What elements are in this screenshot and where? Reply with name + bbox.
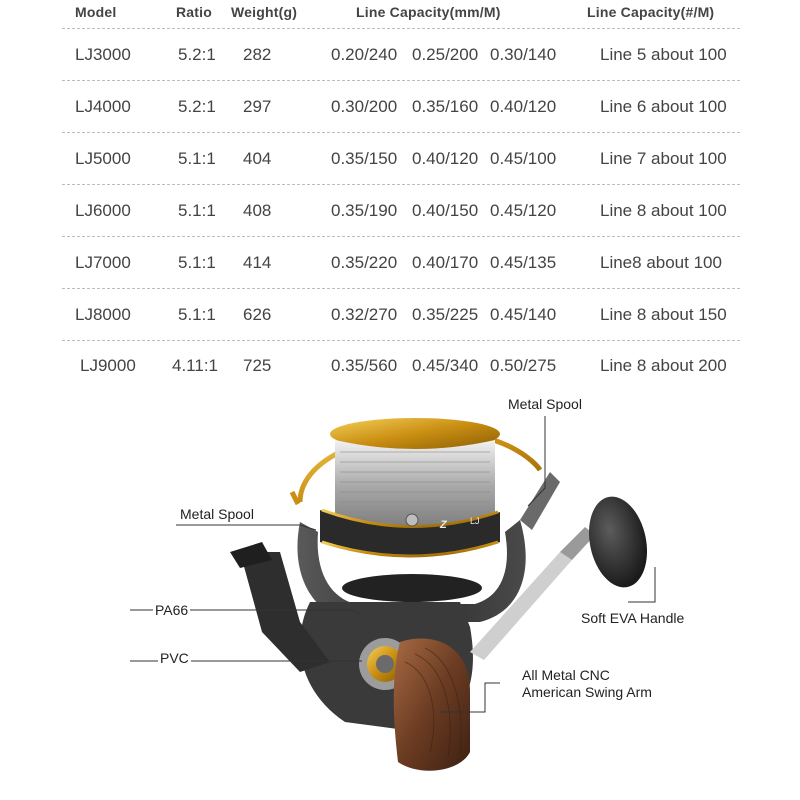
cell-capacity-3: 0.45/120 [490,201,557,220]
cell-model: LJ4000 [75,97,131,116]
cell-capacity-1: 0.35/560 [331,356,398,375]
callout-swing-arm-line1: All Metal CNC [522,667,610,683]
gear-cap-center [376,655,394,673]
cell-ratio: 4.11:1 [172,356,219,375]
cell-line-capacity-hash: Line 5 about 100 [600,45,727,64]
cell-capacity-3: 0.45/135 [490,253,557,272]
cell-capacity-1: 0.30/200 [331,97,398,116]
cell-capacity-3: 0.40/120 [490,97,557,116]
cell-weight: 282 [243,45,272,64]
callout-metal-spool-top: Metal Spool [508,396,582,412]
cell-ratio: 5.2:1 [178,97,216,116]
callout-swing-arm [520,667,654,701]
handle-knob [581,491,655,593]
cell-capacity-2: 0.40/150 [412,201,479,220]
reel-illustration [0,392,800,800]
table-row [0,237,800,289]
cell-model: LJ3000 [75,45,131,64]
cell-capacity-2: 0.35/160 [412,97,479,116]
callout-pa66: PA66 [155,602,189,618]
table-row [0,185,800,237]
cell-weight: 414 [243,253,272,272]
cell-model: LJ5000 [75,149,131,168]
header-line-capacity-hash: Line Capacity(#/M) [587,4,715,20]
cell-weight: 626 [243,305,272,324]
cell-ratio: 5.1:1 [178,253,216,272]
cell-capacity-3: 0.45/140 [490,305,557,324]
cell-model: LJ6000 [75,201,131,220]
cell-capacity-1: 0.35/220 [331,253,398,272]
table-row [0,289,800,341]
cell-capacity-1: 0.32/270 [331,305,398,324]
bail-pivot-right [520,472,560,530]
cell-line-capacity-hash: Line 8 about 100 [600,201,727,220]
callout-pvc: PVC [160,650,189,666]
header-ratio: Ratio [176,4,212,20]
cell-line-capacity-hash: Line 8 about 150 [600,305,727,324]
cell-line-capacity-hash: Line 7 about 100 [600,149,727,168]
callout-swing-arm-line2: American Swing Arm [522,684,652,700]
cell-capacity-3: 0.50/275 [490,356,557,375]
cell-capacity-1: 0.20/240 [331,45,398,64]
callout-metal-spool-left: Metal Spool [180,506,254,522]
cell-weight: 408 [243,201,272,220]
cell-model: LJ7000 [75,253,131,272]
rotor-cup [342,574,482,602]
table-row [0,340,800,392]
spool-size-badge: LJ [470,516,480,526]
cell-ratio: 5.2:1 [178,45,216,64]
cell-weight: 297 [243,97,272,116]
cell-capacity-1: 0.35/190 [331,201,398,220]
cell-capacity-2: 0.25/200 [412,45,479,64]
cell-capacity-2: 0.35/225 [412,305,479,324]
cell-model: LJ8000 [75,305,131,324]
cell-line-capacity-hash: Line8 about 100 [600,253,722,272]
cell-capacity-2: 0.40/170 [412,253,479,272]
bail-arm-left [292,492,298,504]
cell-ratio: 5.1:1 [178,149,216,168]
spool-brand-mark: Z [440,519,447,531]
table-row [0,29,800,81]
cell-capacity-1: 0.35/150 [331,149,398,168]
cell-capacity-2: 0.45/340 [412,356,479,375]
table-row [0,81,800,133]
cell-capacity-3: 0.30/140 [490,45,557,64]
spool-screw [406,514,418,526]
reel-drawing [0,392,800,800]
header-line-capacity-mm: Line Capacity(mm/M) [356,4,501,20]
cell-capacity-2: 0.40/120 [412,149,479,168]
cell-capacity-3: 0.45/100 [490,149,557,168]
header-weight: Weight(g) [231,4,298,20]
spec-table [0,0,800,392]
cell-line-capacity-hash: Line 6 about 100 [600,97,727,116]
callout-soft-eva-handle: Soft EVA Handle [581,610,685,626]
cell-weight: 725 [243,356,272,375]
cell-ratio: 5.1:1 [178,201,216,220]
cell-line-capacity-hash: Line 8 about 200 [600,356,727,375]
cell-weight: 404 [243,149,272,168]
table-row [0,133,800,185]
cell-ratio: 5.1:1 [178,305,216,324]
header-model: Model [75,4,117,20]
cell-model: LJ9000 [80,356,136,375]
